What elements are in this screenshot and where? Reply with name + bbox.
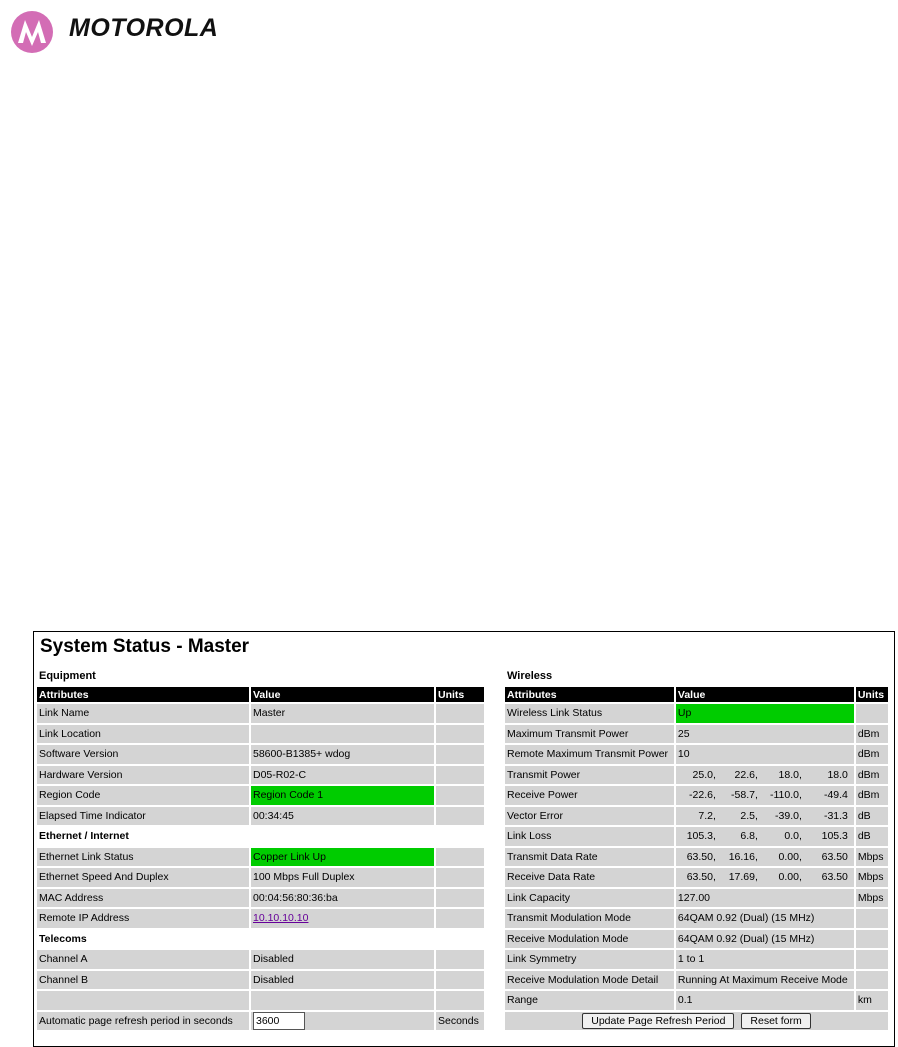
- attr-label: Wireless Link Status: [505, 704, 674, 723]
- header-attributes: Attributes: [505, 687, 674, 702]
- attr-value: [251, 725, 434, 744]
- attr-value-multi: [676, 827, 854, 846]
- attr-units: [436, 745, 484, 764]
- attr-value: 64QAM 0.92 (Dual) (15 MHz): [676, 909, 854, 928]
- empty-cell: [37, 991, 249, 1010]
- table-row: [37, 909, 484, 928]
- table-row: [505, 827, 888, 846]
- table-row: [505, 889, 888, 908]
- attr-label: Range: [505, 991, 674, 1010]
- attr-value: Disabled: [251, 971, 434, 990]
- attr-value-multi: [676, 766, 854, 785]
- attr-label: Ethernet Link Status: [37, 848, 249, 867]
- attr-units: [436, 848, 484, 867]
- empty-cell: [436, 991, 484, 1010]
- attr-label: Remote IP Address: [37, 909, 249, 928]
- table-row: [37, 971, 484, 990]
- telecoms-section-title: Telecoms: [37, 930, 484, 949]
- wireless-section: [505, 668, 892, 1032]
- attr-label: Link Symmetry: [505, 950, 674, 969]
- button-cell: [505, 1012, 888, 1031]
- attr-value: Master: [251, 704, 434, 723]
- attr-units: [856, 930, 888, 949]
- attr-value: 0.1: [676, 991, 854, 1010]
- attr-units: [436, 971, 484, 990]
- attr-units: [436, 807, 484, 826]
- subsection-row: [37, 930, 484, 949]
- empty-cell: [251, 991, 434, 1010]
- refresh-row: [37, 1012, 484, 1031]
- attr-units: [856, 950, 888, 969]
- table-row: [505, 950, 888, 969]
- attr-label: Receive Modulation Mode Detail: [505, 971, 674, 990]
- table-row: [505, 745, 888, 764]
- remote-ip-link[interactable]: 10.10.10.10: [253, 912, 309, 925]
- attr-value: D05-R02-C: [251, 766, 434, 785]
- attr-value-multi: [676, 848, 854, 867]
- value-max: 63.50: [821, 850, 848, 863]
- attr-label: Channel A: [37, 950, 249, 969]
- attr-label: Maximum Transmit Power: [505, 725, 674, 744]
- value-max: 63.50: [821, 871, 848, 884]
- table-row: [505, 971, 888, 990]
- attr-value: 1 to 1: [676, 950, 854, 969]
- table-header-row: [37, 687, 484, 702]
- attr-units: dBm: [856, 786, 888, 805]
- table-row: [505, 868, 888, 887]
- attr-units: [436, 889, 484, 908]
- attr-units: [436, 704, 484, 723]
- attr-units: [436, 786, 484, 805]
- value-current: 63.50,: [686, 871, 716, 884]
- attr-units: dB: [856, 827, 888, 846]
- table-row: [37, 766, 484, 785]
- table-row: [37, 889, 484, 908]
- attr-units: [856, 971, 888, 990]
- attr-units: Mbps: [856, 868, 888, 887]
- table-row: [505, 704, 888, 723]
- attr-value-multi: [676, 868, 854, 887]
- attr-value: 00:04:56:80:36:ba: [251, 889, 434, 908]
- refresh-input-cell: [251, 1012, 434, 1031]
- attr-label: Region Code: [37, 786, 249, 805]
- equipment-section-title: Equipment: [39, 670, 96, 682]
- value-mean: 6.8,: [740, 830, 758, 843]
- value-mean: -58.7,: [731, 789, 758, 802]
- attr-units: [436, 909, 484, 928]
- header-units: Units: [856, 687, 888, 702]
- attr-label: Channel B: [37, 971, 249, 990]
- attr-value: Disabled: [251, 950, 434, 969]
- attr-units: [436, 766, 484, 785]
- refresh-label: Automatic page refresh period in seconds: [37, 1012, 249, 1031]
- wireless-section-title: Wireless: [507, 670, 553, 682]
- region-code-status: Region Code 1: [251, 786, 434, 805]
- value-current: 63.50,: [686, 850, 716, 863]
- attr-value-multi: [676, 807, 854, 826]
- value-max: 105.3: [821, 830, 848, 843]
- table-row: [37, 725, 484, 744]
- table-row: [37, 786, 484, 805]
- wireless-link-status: Up: [676, 704, 854, 723]
- ethernet-link-status: Copper Link Up: [251, 848, 434, 867]
- attr-label: MAC Address: [37, 889, 249, 908]
- attr-value-cell: [251, 909, 434, 928]
- attr-units: dBm: [856, 766, 888, 785]
- refresh-units: Seconds: [436, 1012, 484, 1031]
- equipment-table: [35, 685, 486, 1032]
- table-row: [505, 725, 888, 744]
- attr-label: Receive Power: [505, 786, 674, 805]
- attr-label: Software Version: [37, 745, 249, 764]
- header-value: Value: [251, 687, 434, 702]
- header-attributes: Attributes: [37, 687, 249, 702]
- value-current: 105.3,: [686, 830, 716, 843]
- table-row: [37, 848, 484, 867]
- attr-value: 58600-B1385+ wdog: [251, 745, 434, 764]
- table-row: [37, 704, 484, 723]
- attr-label: Receive Data Rate: [505, 868, 674, 887]
- attr-value: 100 Mbps Full Duplex: [251, 868, 434, 887]
- attr-units: Mbps: [856, 848, 888, 867]
- value-min: 0.00,: [778, 871, 802, 884]
- value-max: 18.0: [827, 768, 848, 781]
- header-units: Units: [436, 687, 484, 702]
- table-row: [505, 909, 888, 928]
- attr-units: dBm: [856, 725, 888, 744]
- update-refresh-period-button[interactable]: Update Page Refresh Period: [582, 1013, 734, 1029]
- value-mean: 2.5,: [740, 809, 758, 822]
- attr-value: 127.00: [676, 889, 854, 908]
- equipment-section: [37, 668, 488, 1032]
- value-mean: 16.16,: [728, 850, 758, 863]
- subsection-row: [37, 827, 484, 846]
- ethernet-section-title: Ethernet / Internet: [37, 827, 484, 846]
- motorola-batwing-icon: [10, 10, 54, 54]
- attr-units: dB: [856, 807, 888, 826]
- value-current: 7.2,: [698, 809, 716, 822]
- attr-label: Link Location: [37, 725, 249, 744]
- attr-value: 25: [676, 725, 854, 744]
- attr-value: 10: [676, 745, 854, 764]
- table-row: [37, 868, 484, 887]
- attr-value: 00:34:45: [251, 807, 434, 826]
- attr-label: Hardware Version: [37, 766, 249, 785]
- table-row: [37, 950, 484, 969]
- value-max: -49.4: [823, 789, 848, 802]
- attr-label: Link Name: [37, 704, 249, 723]
- value-min: 0.00,: [778, 850, 802, 863]
- attr-label: Link Loss: [505, 827, 674, 846]
- table-row: [505, 786, 888, 805]
- brand-name: MOTOROLA: [69, 14, 219, 42]
- attr-label: Transmit Power: [505, 766, 674, 785]
- attr-label: Ethernet Speed And Duplex: [37, 868, 249, 887]
- empty-row: [37, 991, 484, 1010]
- attr-label: Transmit Data Rate: [505, 848, 674, 867]
- value-mean: 17.69,: [728, 871, 758, 884]
- page-title: System Status - Master: [40, 636, 250, 657]
- header-value: Value: [676, 687, 854, 702]
- table-row: [37, 745, 484, 764]
- value-min: -110.0,: [769, 789, 802, 802]
- value-min: 0.0,: [784, 830, 802, 843]
- attr-units: km: [856, 991, 888, 1010]
- attr-units: [436, 950, 484, 969]
- attr-label: Elapsed Time Indicator: [37, 807, 249, 826]
- table-row: [37, 807, 484, 826]
- system-status-panel: [33, 631, 895, 1047]
- value-mean: 22.6,: [734, 768, 758, 781]
- attr-label: Transmit Modulation Mode: [505, 909, 674, 928]
- table-row: [505, 848, 888, 867]
- value-current: 25.0,: [692, 768, 716, 781]
- attr-value: 64QAM 0.92 (Dual) (15 MHz): [676, 930, 854, 949]
- attr-label: Link Capacity: [505, 889, 674, 908]
- value-current: -22.6,: [689, 789, 716, 802]
- table-row: [505, 766, 888, 785]
- attr-units: [856, 704, 888, 723]
- attr-units: [856, 909, 888, 928]
- wireless-table: [503, 685, 890, 1032]
- reset-form-button[interactable]: Reset form: [741, 1013, 810, 1029]
- table-row: [505, 807, 888, 826]
- value-max: -31.3: [823, 809, 848, 822]
- value-min: -39.0,: [775, 809, 802, 822]
- attr-label: Vector Error: [505, 807, 674, 826]
- refresh-period-input[interactable]: [253, 1012, 305, 1030]
- attr-units: dBm: [856, 745, 888, 764]
- table-row: [505, 991, 888, 1010]
- attr-units: [436, 725, 484, 744]
- table-header-row: [505, 687, 888, 702]
- attr-units: Mbps: [856, 889, 888, 908]
- attr-label: Remote Maximum Transmit Power: [505, 745, 674, 764]
- button-row: [505, 1012, 888, 1031]
- attr-value: Running At Maximum Receive Mode: [676, 971, 854, 990]
- value-min: 18.0,: [778, 768, 802, 781]
- attr-units: [436, 868, 484, 887]
- attr-label: Receive Modulation Mode: [505, 930, 674, 949]
- motorola-logo: [0, 0, 258, 66]
- attr-value-multi: [676, 786, 854, 805]
- table-row: [505, 930, 888, 949]
